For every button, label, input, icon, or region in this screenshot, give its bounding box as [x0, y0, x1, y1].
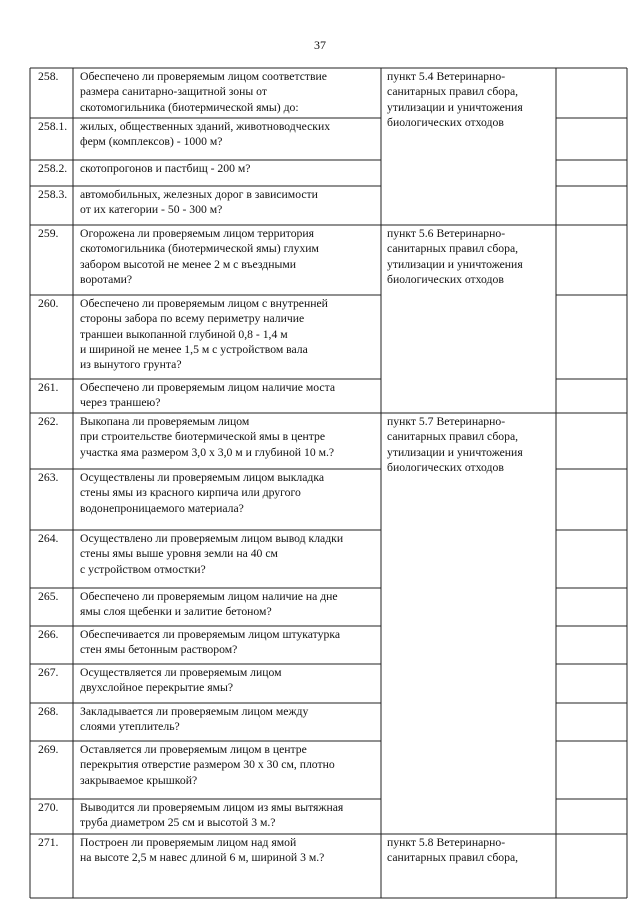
row-number: 258.3.	[38, 188, 68, 201]
row-number: 258.	[38, 70, 59, 83]
row-question: Обеспечено ли проверяемым лицом с внутренней стороны забора по всему периметру наличие траншеи выкопанной глубиной 0,8 - 1,4 м и шириной не менее 1,5 м с устройством вала из вынутого грунта?	[80, 297, 328, 372]
reference-text: пункт 5.6 Ветеринарно- санитарных правил сбора, утилизации и уничтожения биологических отходов	[387, 227, 523, 286]
row-number: 258.1.	[38, 120, 68, 133]
row-number: 261.	[38, 381, 59, 394]
row-number: 270.	[38, 801, 59, 814]
row-question: Осуществляется ли проверяемым лицом двухслойное перекрытие ямы?	[80, 666, 282, 695]
row-number: 268.	[38, 705, 59, 718]
row-number: 271.	[38, 836, 59, 849]
row-number: 264.	[38, 532, 59, 545]
row-question: автомобильных, железных дорог в зависимости от их категории - 50 - 300 м?	[80, 188, 318, 217]
row-question: Осуществлены ли проверяемым лицом выкладка стены ямы из красного кирпича или другого водонепроницаемого материала?	[80, 471, 325, 515]
row-question: скотопрогонов и пастбищ - 200 м?	[80, 162, 251, 175]
row-number: 267.	[38, 666, 59, 679]
row-question: Выводится ли проверяемым лицом из ямы вытяжная труба диаметром 25 см и высотой 3 м.?	[80, 801, 344, 830]
row-question: Закладывается ли проверяемым лицом между слоями утеплитель?	[80, 705, 309, 734]
row-number: 259.	[38, 227, 59, 240]
row-number: 269.	[38, 743, 59, 756]
page-number: 37	[314, 38, 326, 52]
row-question: Оставляется ли проверяемым лицом в центре перекрытия отверстие размером 30 х 30 см, плотно закрываемое крышкой?	[80, 743, 335, 787]
row-question: Обеспечено ли проверяемым лицом наличие моста через траншею?	[80, 381, 336, 410]
reference-text: пункт 5.8 Ветеринарно- санитарных правил сбора,	[387, 836, 519, 865]
row-question: Выкопана ли проверяемым лицом при строительстве биотермической ямы в центре участка яма размером 3,0 х 3,0 м и глубиной 10 м.?	[80, 415, 335, 459]
row-number: 260.	[38, 297, 59, 310]
row-question: Построен ли проверяемым лицом над ямой на высоте 2,5 м навес длиной 6 м, шириной 3 м.?	[80, 836, 325, 865]
row-question: Обеспечивается ли проверяемым лицом штукатурка стен ямы бетонным раствором?	[80, 628, 341, 657]
reference-text: пункт 5.4 Ветеринарно- санитарных правил сбора, утилизации и уничтожения биологических отходов	[387, 70, 523, 129]
row-question: жилых, общественных зданий, животноводческих ферм (комплексов) - 1000 м?	[80, 120, 331, 149]
row-question: Осуществлено ли проверяемым лицом вывод кладки стены ямы выше уровня земли на 40 см с устройством отмостки?	[80, 532, 344, 576]
row-number: 265.	[38, 590, 59, 603]
reference-text: пункт 5.7 Ветеринарно- санитарных правил сбора, утилизации и уничтожения биологических отходов	[387, 415, 523, 474]
row-number: 263.	[38, 471, 59, 484]
row-question: Обеспечено ли проверяемым лицом соответствие размера санитарно-защитной зоны от скотомогильника (биотермической ямы) до:	[80, 70, 327, 114]
row-question: Обеспечено ли проверяемым лицом наличие на дне ямы слоя щебенки и залитие бетоном?	[80, 590, 338, 619]
row-question: Огорожена ли проверяемым лицом территория скотомогильника (биотермической ямы) глухим забором высотой не менее 2 м с въездными воротами?	[80, 227, 319, 286]
row-number: 262.	[38, 415, 59, 428]
row-number: 266.	[38, 628, 59, 641]
row-number: 258.2.	[38, 162, 68, 175]
